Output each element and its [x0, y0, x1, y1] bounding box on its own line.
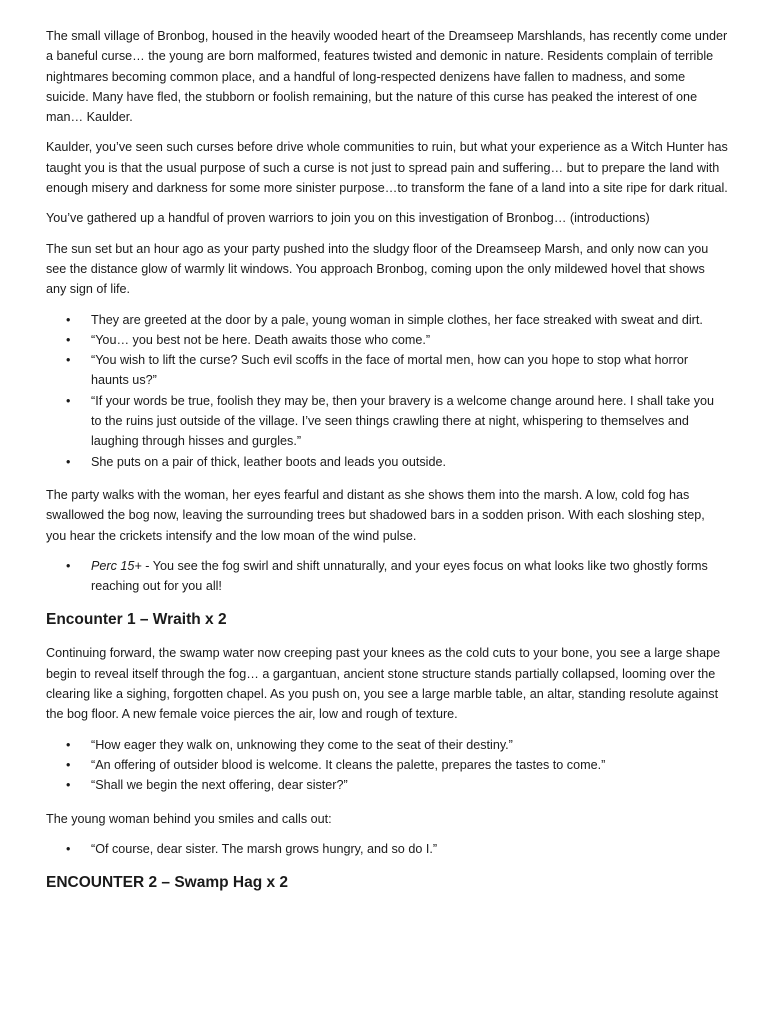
voice-bullet-list — [46, 735, 728, 796]
list-item: • “You wish to lift the curse? Such evil scoffs in the face of mortal men, how can you hope to stop what horror haunts us?” — [46, 350, 728, 391]
approach-paragraph: The sun set but an hour ago as your party pushed into the sludgy floor of the Dreamseep Marsh, and only now can you see the distance glow of warmly lit windows. You approach Bronbog, coming upon the only mildewed hovel that shows any sign of life. — [46, 241, 709, 297]
list-item: • She puts on a pair of thick, leather boots and leads you outside. — [46, 452, 728, 472]
list-item: • “An offering of outsider blood is welcome. It cleans the palette, prepares the tastes to come.” — [46, 755, 728, 775]
list-item: • They are greeted at the door by a pale, young woman in simple clothes, her face streaked with sweat and dirt. — [46, 310, 728, 330]
encounter-2-heading: ENCOUNTER 2 – Swamp Hag x 2 — [46, 874, 289, 892]
intro-paragraph: The small village of Bronbog, housed in the heavily wooded heart of the Dreamseep Marshlands, has recently come under a baneful curse… the young are born malformed, features twisted and demonic in nature. Residents complain of terrible nightmares becoming common place, and a handful of long-respected denizens have fallen to madness, and some suicide. Many have fled, the stubborn or foolish remaining, but the nature of this curse has peaked the interest of one man… Kaulder. — [46, 29, 728, 125]
list-item: • “If your words be true, foolish they may be, then your bravery is a welcome change around here. I shall take you to the ruins just outside of the village. I’ve seen things crawling there at night, whispering to themselves and laughing through hisses and gurgles.” — [46, 391, 728, 452]
perception-bullet-list — [46, 556, 728, 597]
encounter-1-heading: Encounter 1 – Wraith x 2 — [46, 611, 227, 629]
party-paragraph: You’ve gathered up a handful of proven warriors to join you on this investigation of Bronbog… (introductions) — [46, 211, 650, 226]
list-item: • “You… you best not be here. Death awaits those who come.” — [46, 330, 728, 350]
woman-paragraph: The young woman behind you smiles and calls out: — [46, 811, 332, 826]
hovel-bullet-list — [46, 310, 728, 472]
list-item: • “Of course, dear sister. The marsh grows hungry, and so do I.” — [46, 839, 728, 859]
list-item — [46, 556, 728, 597]
chapel-paragraph: Continuing forward, the swamp water now creeping past your knees as the cold cuts to your bone, you see a large shape begin to reveal itself through the fog… a gargantuan, ancient stone structure stands partially collapsed, looming over the clearing like a sighing, forgotten chapel. As you push on, you see a large marble table, an altar, standing resolute against the bog floor. A new female voice pierces the air, low and rough of texture. — [46, 646, 721, 722]
perception-check-text: - You see the fog swirl and shift unnaturally, and your eyes focus on what looks like two ghostly forms reaching out for you all! — [91, 558, 708, 594]
marsh-paragraph: The party walks with the woman, her eyes fearful and distant as she shows them into the marsh. A low, cold fog has swallowed the bog now, leaving the surrounding trees but shadowed bars in a sodden prison. With each sloshing step, you hear the crickets intensify and the low moan of the wind pulse. — [46, 487, 705, 543]
perception-check-label: Perc 15+ — [91, 558, 142, 573]
kaulder-paragraph: Kaulder, you’ve seen such curses before drive whole communities to ruin, but what your experience as a Witch Hunter has taught you is that the usual purpose of such a curse is not just to spread pain and suffering… but to prepare the land with enough misery and darkness for some more sinister purpose…to transform the fane of a land into a site ripe for dark ritual. — [46, 140, 728, 196]
sister-bullet-list — [46, 839, 728, 859]
list-item: • “Shall we begin the next offering, dear sister?” — [46, 775, 728, 795]
list-item: • “How eager they walk on, unknowing they come to the seat of their destiny.” — [46, 735, 728, 755]
